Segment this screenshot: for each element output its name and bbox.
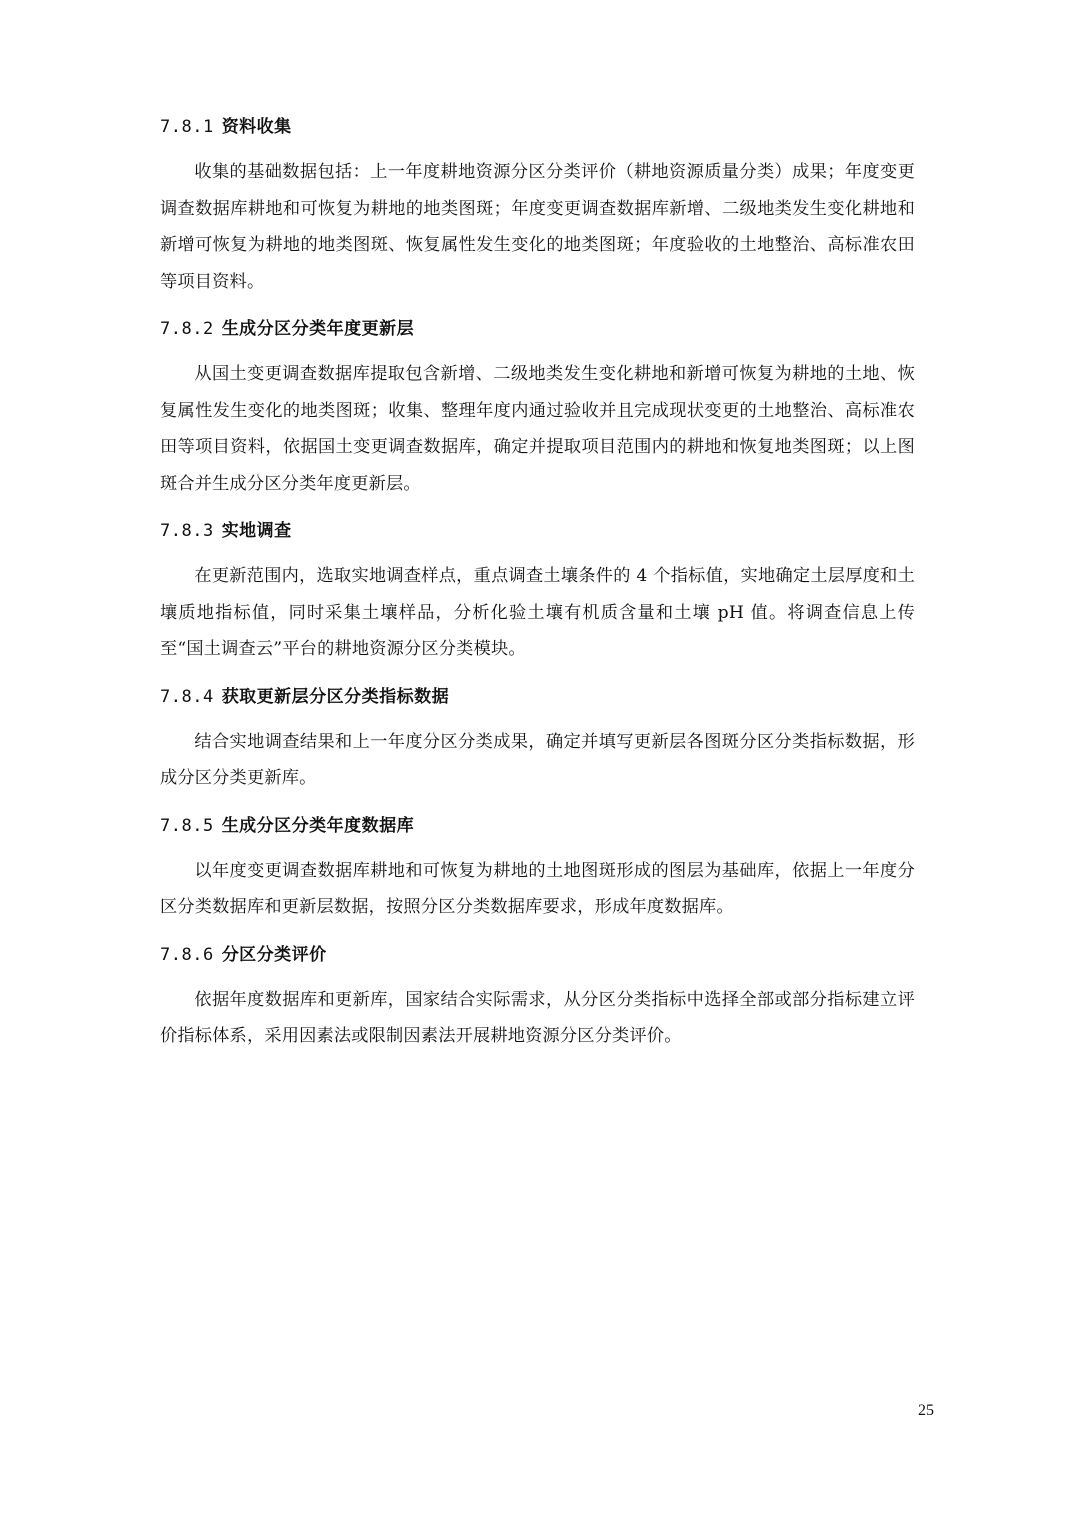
section-number: 7.8.3 bbox=[160, 521, 214, 541]
section-number: 7.8.4 bbox=[160, 686, 214, 707]
section-paragraph: 在更新范围内，选取实地调查样点，重点调查土壤条件的 4 个指标值，实地确定土层厚度和土壤质地指标值，同时采集土壤样品，分析化验土壤有机质含量和土壤 pH 值。将调查信息上传至“国土调查云”平台的耕地资源分区分类模块。 bbox=[160, 566, 915, 659]
section-heading-7-8-6 bbox=[160, 938, 915, 972]
section-title: 实地调查 bbox=[221, 521, 292, 541]
section-title: 生成分区分类年度数据库 bbox=[221, 815, 415, 836]
document-body bbox=[160, 110, 915, 1065]
section-heading-7-8-3 bbox=[160, 514, 915, 548]
section-heading-7-8-2 bbox=[160, 312, 915, 346]
section-paragraph: 收集的基础数据包括：上一年度耕地资源分区分类评价（耕地资源质量分类）成果；年度变更调查数据库耕地和可恢复为耕地的地类图斑；年度变更调查数据库新增、二级地类发生变化耕地和新增可恢复为耕地的地类图斑、恢复属性发生变化的地类图斑；年度验收的土地整治、高标准农田等项目资料。 bbox=[160, 162, 915, 292]
section-title: 分区分类评价 bbox=[221, 944, 327, 965]
page-number: 25 bbox=[918, 1402, 934, 1419]
section-title: 生成分区分类年度更新层 bbox=[221, 319, 415, 339]
section-paragraph: 从国土变更调查数据库提取包含新增、二级地类发生变化耕地和新增可恢复为耕地的土地、恢复属性发生变化的地类图斑；收集、整理年度内通过验收并且完成现状变更的土地整治、高标准农田等项目资料，依据国土变更调查数据库，确定并提取项目范围内的耕地和恢复地类图斑；以上图斑合并生成分区分类年度更新层。 bbox=[160, 364, 915, 494]
section-heading-7-8-1 bbox=[160, 110, 915, 144]
section-title: 资料收集 bbox=[221, 117, 292, 137]
section-heading-7-8-4 bbox=[160, 680, 915, 714]
section-number: 7.8.1 bbox=[160, 117, 214, 137]
section-number: 7.8.2 bbox=[160, 319, 214, 339]
section-number: 7.8.5 bbox=[160, 815, 214, 836]
section-number: 7.8.6 bbox=[160, 944, 214, 965]
section-title: 获取更新层分区分类指标数据 bbox=[221, 686, 450, 707]
section-heading-7-8-5 bbox=[160, 809, 915, 843]
section-paragraph: 以年度变更调查数据库耕地和可恢复为耕地的土地图斑形成的图层为基础库，依据上一年度分区分类数据库和更新层数据，按照分区分类数据库要求，形成年度数据库。 bbox=[160, 860, 915, 917]
section-paragraph: 依据年度数据库和更新库，国家结合实际需求，从分区分类指标中选择全部或部分指标建立评价指标体系，采用因素法或限制因素法开展耕地资源分区分类评价。 bbox=[160, 989, 915, 1046]
section-paragraph: 结合实地调查结果和上一年度分区分类成果，确定并填写更新层各图斑分区分类指标数据，形成分区分类更新库。 bbox=[160, 731, 915, 788]
